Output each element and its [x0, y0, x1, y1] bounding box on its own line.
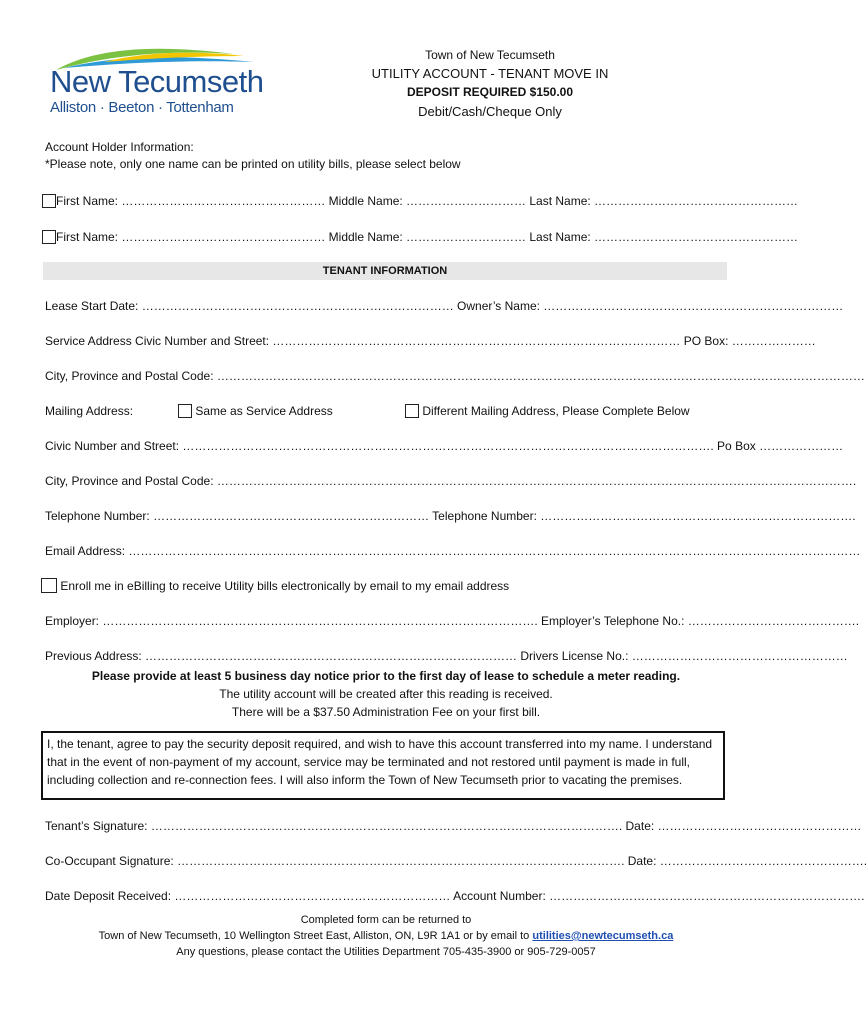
- employer-field[interactable]: Employer: ………………………………………………………………………………………………. Employer’s Telephone No.: …………………………………….: [45, 614, 860, 628]
- deposit-account-field[interactable]: Date Deposit Received: …………………………………………………………… Account Number: …………………………………………………………………….: [45, 889, 865, 903]
- name-row-2-text: First Name: …………………………………………… Middle Name: ………………………… Last Name: ……………………………………………: [56, 230, 799, 244]
- different-address-option[interactable]: [405, 404, 690, 418]
- name-row-1: [42, 194, 799, 208]
- same-address-checkbox[interactable]: [178, 404, 192, 418]
- email-field[interactable]: Email Address: …………………………………………………………………………………………………………………………………………………………………: [45, 544, 861, 558]
- footer-address-line: [45, 930, 727, 942]
- different-address-label: Different Mailing Address, Please Complete Below: [422, 404, 690, 418]
- name-row-1-checkbox[interactable]: [42, 194, 56, 208]
- ebilling-checkbox[interactable]: [41, 578, 57, 593]
- utilities-email-link[interactable]: utilities@newtecumseth.ca: [532, 930, 674, 942]
- mailing-address-label: Mailing Address:: [45, 404, 134, 418]
- different-address-checkbox[interactable]: [405, 404, 419, 418]
- ebilling-row: [41, 578, 723, 593]
- civic-number-field[interactable]: Civic Number and Street: ……………………………………………………………………………………………………………………. Po Box …………………: [45, 439, 844, 453]
- ebilling-label: Enroll me in eBilling to receive Utility bills electronically by email to my email address: [60, 579, 510, 593]
- service-address-field[interactable]: Service Address Civic Number and Street: ………………………………………………………………………………………… PO Box: …………………: [45, 334, 816, 348]
- header-town: Town of New Tecumseth: [425, 48, 555, 62]
- mailing-address-row: [45, 404, 727, 418]
- city-province-field[interactable]: City, Province and Postal Code: ………………………………………………………………………………………………………………………………………………: [45, 369, 865, 383]
- same-address-label: Same as Service Address: [195, 404, 333, 418]
- name-row-2: [42, 230, 799, 244]
- account-holder-title: Account Holder Information:: [45, 140, 194, 154]
- admin-fee-notice: There will be a $37.50 Administration Fee on your first bill.: [231, 705, 541, 719]
- lease-start-field[interactable]: Lease Start Date: …………………………………………………………………… Owner’s Name: …………………………………………………………………: [45, 299, 844, 313]
- header-title: UTILITY ACCOUNT - TENANT MOVE IN: [371, 66, 609, 81]
- logo-wordmark: New Tecumseth: [50, 64, 264, 99]
- footer-return-line: Completed form can be returned to: [300, 914, 472, 926]
- previous-address-field[interactable]: Previous Address: ………………………………………………………………………………… Drivers License No.: ………………………………………………: [45, 649, 848, 663]
- cooccupant-signature-field[interactable]: Co-Occupant Signature: …………………………………………………………………………………………………. Date: …………………………………………….: [45, 854, 867, 868]
- footer-address-text: Town of New Tecumseth, 10 Wellington Street East, Alliston, ON, L9R 1A1 or by email to: [98, 930, 533, 942]
- telephone-field[interactable]: Telephone Number: …………………………………………………………… Telephone Number: …………………………………………………………………….: [45, 509, 856, 523]
- header-deposit: DEPOSIT REQUIRED $150.00: [406, 85, 574, 99]
- tenant-agreement-text: I, the tenant, agree to pay the security deposit required, and wish to have this account transferred into my name. I understand that in the event of non-payment of my account, service may be terminated and not restored until payment is made in full, including collection and re-connection fees. I will also inform the Town of New Tecumseth prior to vacating the premises.: [47, 737, 713, 787]
- same-address-option[interactable]: [178, 404, 333, 418]
- footer-contact-line: Any questions, please contact the Utilities Department 705-435-3900 or 905-729-0057: [176, 946, 596, 958]
- tenant-info-heading: TENANT INFORMATION: [43, 262, 727, 280]
- tenant-agreement-box: [41, 731, 725, 800]
- mailing-city-field[interactable]: City, Province and Postal Code: …………………………………………………………………………………………………………………………………………….: [45, 474, 857, 488]
- town-logo: [44, 44, 264, 120]
- name-row-1-text: First Name: …………………………………………… Middle Name: ………………………… Last Name: ……………………………………………: [56, 194, 799, 208]
- tenant-signature-field[interactable]: Tenant’s Signature: ………………………………………………………………………………………………………. Date: ……………………………………………: [45, 819, 862, 833]
- name-row-2-checkbox[interactable]: [42, 230, 56, 244]
- meter-reading-notice: Please provide at least 5 business day notice prior to the first day of lease to schedule a meter reading.: [91, 669, 681, 683]
- logo-subtitle: Alliston · Beeton · Tottenham: [50, 99, 234, 116]
- header-payment: Debit/Cash/Cheque Only: [418, 104, 562, 119]
- account-holder-note: *Please note, only one name can be printed on utility bills, please select below: [45, 157, 461, 171]
- account-created-notice: The utility account will be created after this reading is received.: [219, 687, 553, 701]
